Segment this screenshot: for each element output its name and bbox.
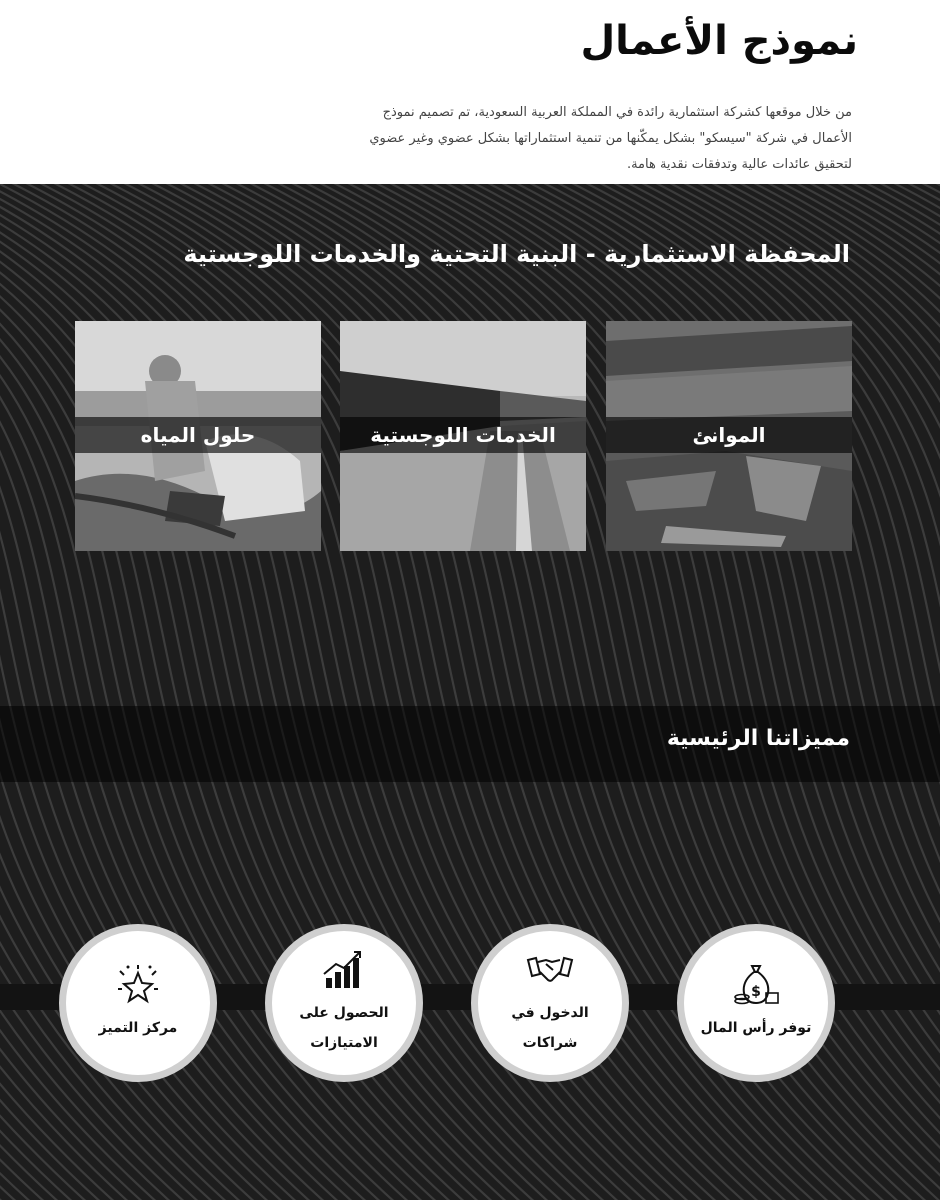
portfolio-card-water[interactable]: [75, 321, 321, 551]
feature-label: الدخول في: [511, 1005, 589, 1021]
intro-line: من خلال موقعها كشركة استثمارية رائدة في المملكة العربية السعودية، تم تصميم نموذج: [382, 105, 852, 120]
swirl-line: [890, 184, 940, 1200]
card-label: الخدمات اللوجستية: [370, 423, 556, 447]
feature-concessions: [265, 924, 423, 1082]
feature-partnerships: [471, 924, 629, 1082]
growth-chart-icon: [320, 948, 368, 992]
page-title: نموذج الأعمال: [580, 18, 858, 64]
intro-paragraph: [352, 100, 852, 178]
features-title-band: [0, 706, 940, 782]
intro-line: الأعمال في شركة "سيسكو" بشكل يمكّنها من تنمية استثماراتها بشكل عضوي وغير عضوي: [369, 131, 852, 146]
handshake-icon: [526, 948, 574, 992]
header-section: [0, 0, 940, 184]
features-title: مميزاتنا الرئيسية: [666, 726, 850, 751]
swirl-line: [862, 184, 940, 1200]
dark-section: [0, 184, 940, 1200]
feature-excellence: [59, 924, 217, 1082]
feature-label: الحصول على: [299, 1005, 389, 1021]
svg-text:$: $: [751, 984, 761, 1000]
portfolio-title: المحفظة الاستثمارية - البنية التحتية والخدمات اللوجستية: [183, 240, 850, 268]
card-caption-band: [606, 417, 852, 453]
feature-label-line2: الامتيازات: [310, 1035, 378, 1051]
feature-capital: [677, 924, 835, 1082]
star-burst-icon: [114, 963, 162, 1007]
money-bag-icon: [732, 963, 780, 1007]
card-label: الموانئ: [692, 423, 766, 447]
feature-label: توفر رأس المال: [700, 1020, 812, 1036]
portfolio-card-ports[interactable]: [606, 321, 852, 551]
feature-label-line2: شراكات: [522, 1035, 578, 1051]
portfolio-card-logistics[interactable]: [340, 321, 586, 551]
intro-line: لتحقيق عائدات عالية وتدفقات نقدية هامة.: [626, 157, 852, 172]
card-caption-band: [75, 417, 321, 453]
card-caption-band: [340, 417, 586, 453]
feature-label: مركز التميز: [98, 1020, 178, 1036]
card-label: حلول المياه: [140, 423, 256, 447]
